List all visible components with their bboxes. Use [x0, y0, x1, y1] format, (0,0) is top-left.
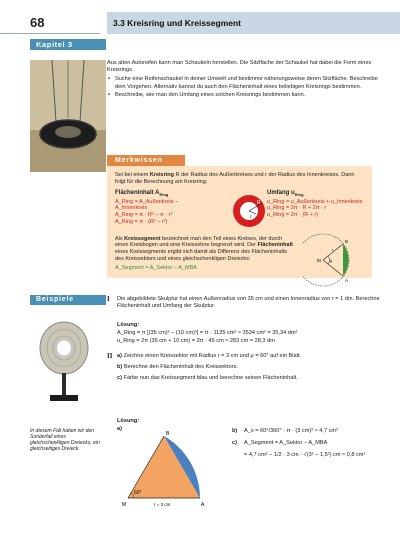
solution-part-label: a) — [117, 426, 122, 432]
area-formula-line: A_Ring = A_Außenkreis − A_Innenkreis — [115, 198, 179, 212]
intro-paragraph: Aus alten Autoreifen kann man Schaukeln herstellen. Die Sitzfläche der Schaukel hat dabei die Form eines Kreisrings. — [107, 60, 372, 74]
solution-part-label: c) — [232, 440, 237, 446]
page-header — [0, 12, 400, 34]
example-1-task: Die abgebildete Skulptur hat einen Außenradius von 35 cm und einen Innenradius von r = 1 dm. Berechne Flächeninhalt und Umfang der Skulptur. — [117, 296, 380, 309]
circ-formula-line: u_Ring = 2π · (R + r) — [267, 212, 319, 219]
intro-text — [107, 60, 387, 100]
svg-text:60°: 60° — [134, 490, 142, 496]
circumference-formulas: Umfang $u_{Ring}$ u_Ring = u_Außenkreis + u_Innenkreis u_Ring = 2π · R + 2π · r u_Ring = 2π · (R + r) — [267, 190, 367, 219]
svg-text:A: A — [345, 277, 349, 283]
svg-text:A: A — [201, 502, 205, 508]
solution-line: A_Ring = π [(35 cm)² − (10 cm)²] = π · 1125 cm² ≈ 3534 cm² = 35,34 dm² — [117, 330, 298, 336]
sculpture-photo — [36, 315, 92, 405]
page-number: 68 — [0, 12, 100, 34]
merkwissen-box — [107, 166, 372, 283]
beispiele-tab: Beispiele — [30, 295, 106, 305]
svg-text:M: M — [122, 502, 127, 508]
svg-text:B: B — [166, 431, 170, 437]
solution-label: Lösung: — [117, 418, 140, 424]
side-note: In diesem Fall haben wir den Sonderfall eines gleichschenkligen Dreiecks, ein gleichseitiges Dreieck. — [30, 428, 100, 452]
section-header — [107, 12, 400, 34]
circ-formula-line: u_Ring = u_Außenkreis + u_Innenkreis — [267, 198, 363, 205]
svg-text:r: r — [332, 246, 334, 252]
segment-diagram — [303, 232, 363, 288]
section-title: 3.3 Kreisring und Kreissegment — [113, 18, 242, 28]
solution-line: u_Ring = 2π (35 cm + 10 cm) = 2π · 45 cm ≈ 283 cm = 28,3 dm — [117, 338, 275, 344]
segment-definition: Als Kreissegment bezeichnet man den Teil eines Kreises, der durch einen Kreisbogen und eine Kreissehne begrenzt wird. Der Flächeninhalt eines Kreissegments ergibt sich damit als Differenz des Flächeninhalts des Kreissektors und eines gleichschenkligen Dreiecks: A_Segment = A_Sektor − A_MBA — [115, 236, 295, 272]
sector-area-formula: A_s = 60°/360° · π · (3 cm)² ≈ 4,7 cm² — [244, 428, 338, 434]
area-formula-line: A_Ring = π · R² − π · r² — [115, 212, 173, 219]
svg-text:M: M — [317, 257, 321, 263]
area-formulas: Flächeninhalt $A_{Ring}$ A_Ring = A_Außenkreis − A_Innenkreis A_Ring = π · R² − π · r² A_Ring = π · (R² − r²) — [115, 190, 210, 226]
intro-bullet: • Suche eine Reifenschaukel in deiner Umwelt und bestimme näherungsweise deren Sitzfläche. Beschreibe dein Vorgehen. Alternativ kannst du auch den Flächeninhalt eines beliebigen Kreisrings bestimmen. — [107, 76, 387, 90]
chapter-label: Kapitel 3 — [30, 39, 106, 50]
segment-formula: A_Segment = A_Sektor − A_MBA — [115, 264, 197, 271]
merkwissen-intro: Sei bei einem Kreisring R der Radius des Außenkreises und r der Radius des Innenkreises. Dann folgt für die Berechnung am Kreisring: — [115, 172, 355, 185]
intro-bullet: • Beschreibe, wie man den Umfang eines solchen Kreisrings bestimmen kann. — [107, 92, 387, 99]
ring-diagram — [232, 194, 266, 228]
solution-label: Lösung: — [117, 322, 140, 328]
tire-swing-photo — [30, 60, 106, 172]
divider — [0, 33, 100, 34]
svg-text:μ: μ — [330, 257, 333, 263]
area-formula-line: A_Ring = π · (R² − r²) — [115, 218, 168, 225]
svg-text:r: r — [250, 213, 252, 219]
svg-text:B: B — [345, 238, 349, 244]
svg-text:r = 3 cm: r = 3 cm — [154, 502, 171, 507]
solution-part-label: b) — [232, 428, 238, 434]
sector-diagram — [120, 430, 212, 508]
example-2-task: a) Zeichne einen Kreissektor mit Radius r = 3 cm und μ = 60° auf ein Blatt. b) Berechne den Flächeninhalt des Kreissektors. c) Färbe nun das Kreissegment blau und berechne seinen Flächeninhalt. — [117, 353, 302, 381]
segment-area-formula: A_Segment = A_Sektor − A_MBA — [244, 440, 328, 446]
circ-formula-line: u_Ring = 2π · R + 2π · r — [267, 205, 327, 212]
example-number: II — [107, 352, 113, 360]
svg-text:R: R — [257, 199, 261, 206]
merkwissen-tab: Merkwissen — [107, 155, 185, 166]
intro-bullets — [107, 76, 387, 99]
example-number: I — [107, 295, 110, 303]
segment-area-result: = 4,7 cm² − 1/2 · 3 cm · √(3² − 1,5²) cm ≈ 0,8 cm² — [244, 452, 366, 458]
